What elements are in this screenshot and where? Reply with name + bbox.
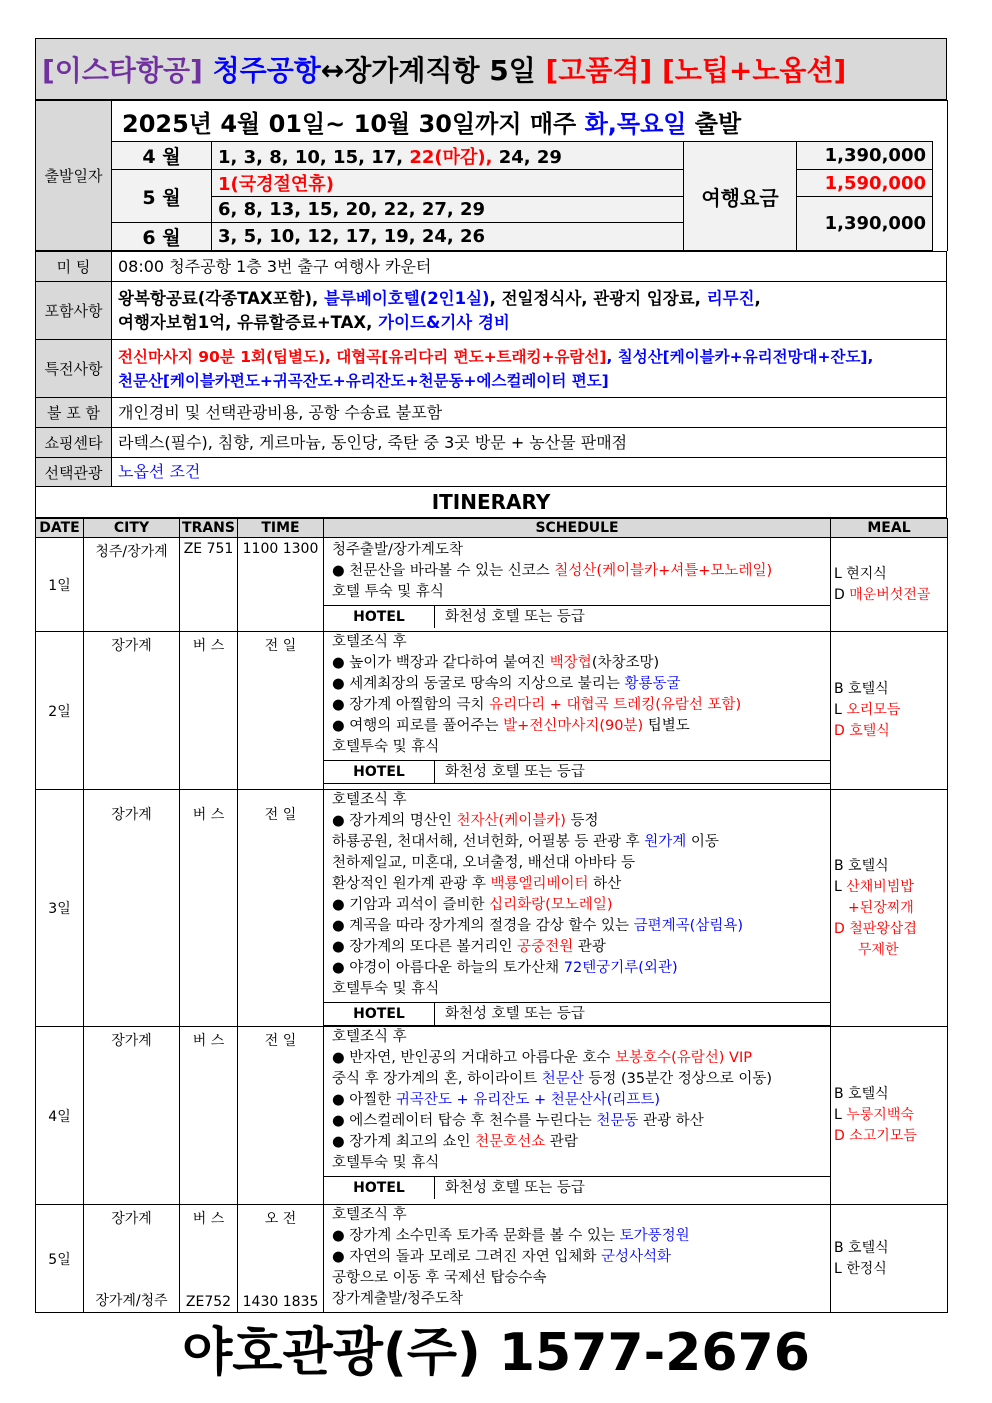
excluded-label: 불 포 함 [36, 398, 112, 428]
days-april: 1, 3, 8, 10, 15, 17, 22(마감), 24, 29 [212, 142, 684, 170]
benefits-text: 전신마사지 90분 1회(팁별도), 대협곡[유리다리 편도+트래킹+유람선], 칠성산[케이블카+유리전망대+잔도], 천문산[케이블카편도+귀곡잔도+유리잔도+천문동+에스컬레이터 편도] [112, 340, 947, 398]
month-june: 6 월 [112, 223, 212, 251]
meal-day1: L 현지식 D 매운버섯전골 [831, 538, 948, 632]
meal-day4: B 호텔식 L 누룽지백숙 D 소고기모듬 [831, 1027, 948, 1205]
day-row: 3일 장가계 버 스 전 일 호텔조식 후 ● 장가계의 명산인 천자산(케이블카) 등정 하룡공원, 천대서해, 선녀헌화, 어필봉 등 관광 후 원가계 이동 천하제일교, 미혼대, 오녀출정, 배선대 아바타 등 환상적인 원가계 관광 후 백룡엘리베이터 하산 ● 기암과 괴석이 즐비한 십리화랑(모노레일) ● 계곡을 따라 장가계의 절경을 감상 할수 있는 금편계곡(삼림욕) ● 장가계의 또다른 볼거리인 공중전원 관광 ● 야경이 아름다운 하늘의 토가산채 72텐궁기루(외관) 호텔투숙 및 휴식 HOTEL 화천성 호텔 또는 등급 B 호텔식 L 산채비빔밥 +된장찌개 D 철판왕삽겹 무제한 [36, 790, 948, 1027]
schedule-day5: 호텔조식 후 ● 장가계 소수민족 토가족 문화를 볼 수 있는 토가풍정원 ● 자연의 돌과 모레로 그려진 자연 입체화 군성사석화 공항으로 이동 후 국제선 탑승수속 장가계출발/청주도착 [324, 1205, 831, 1313]
departure-headline: 2025년 4월 01일~ 10월 30일까지 매주 화,목요일 출발 [112, 101, 948, 142]
info-table [35, 251, 947, 518]
itinerary-heading: ITINERARY [36, 487, 947, 518]
days-may: 6, 8, 13, 15, 20, 22, 27, 29 [212, 197, 684, 223]
optional-label: 선택관광 [36, 458, 112, 487]
day-row: 4일 장가계 버 스 전 일 호텔조식 후 ● 반자연, 반인공의 거대하고 아름다운 호수 보봉호수(유람선) VIP 중식 후 장가계의 혼, 하이라이트 천문산 등정 (35분간 정상으로 이동) ● 아찔한 귀곡잔도 + 유리잔도 + 천문산사(리프트) ● 에스컬레이터 탑승 후 천수를 누린다는 천문동 관광 하산 ● 장가계 최고의 쇼인 천문호선쇼 관람 호텔투숙 및 휴식 HOTEL 화천성 호텔 또는 등급 B 호텔식 L 누룽지백숙 D 소고기모듬 [36, 1027, 948, 1205]
schedule-day1: 청주출발/장가계도착 ● 천문산을 바라볼 수 있는 신코스 칠성산(케이블카+셔틀+모노레일) 호텔 투숙 및 휴식 HOTEL 화천성 호텔 또는 등급 [324, 538, 831, 632]
title-tags: [고품격] [노팁+노옵션] [545, 54, 847, 87]
days-june: 3, 5, 10, 12, 17, 19, 24, 26 [212, 223, 684, 251]
col-schedule: SCHEDULE [324, 519, 831, 538]
price-april: 1,390,000 [797, 142, 933, 170]
col-trans: TRANS [180, 519, 238, 538]
month-may: 5 월 [112, 170, 212, 223]
day-row: 2일 장가계 버 스 전 일 호텔조식 후 ● 높이가 백장과 같다하여 붙여진 백장협(차창조망) ● 세계최장의 동굴로 땅속의 지상으로 불리는 황룡동굴 ● 장가계 아찔함의 극치 유리다리 + 대협곡 트레킹(유람선 포함) ● 여행의 피로를 풀어주는 발+전신마사지(90분) 팁별도 호텔투숙 및 휴식 HOTEL 화천성 호텔 또는 등급 B 호텔식 L 오리모듬 D 호텔식 [36, 632, 948, 790]
shopping-label: 쇼핑센타 [36, 428, 112, 458]
price-may-holiday: 1,590,000 [797, 170, 933, 197]
col-meal: MEAL [831, 519, 948, 538]
schedule-day3: 호텔조식 후 ● 장가계의 명산인 천자산(케이블카) 등정 하룡공원, 천대서해, 선녀헌화, 어필봉 등 관광 후 원가계 이동 천하제일교, 미혼대, 오녀출정, 배선대 아바타 등 환상적인 원가계 관광 후 백룡엘리베이터 하산 ● 기암과 괴석이 즐비한 십리화랑(모노레일) ● 계곡을 따라 장가계의 절경을 감상 할수 있는 금편계곡(삼림욕) ● 장가계의 또다른 볼거리인 공중전원 관광 ● 야경이 아름다운 하늘의 토가산채 72텐궁기루(외관) 호텔투숙 및 휴식 HOTEL 화천성 호텔 또는 등급 [324, 790, 831, 1027]
fee-label: 여행요금 [684, 142, 797, 251]
departure-label: 출발일자 [36, 101, 112, 251]
col-time: TIME [238, 519, 324, 538]
meal-day2: B 호텔식 L 오리모듬 D 호텔식 [831, 632, 948, 790]
meal-day3: B 호텔식 L 산채비빔밥 +된장찌개 D 철판왕삽겹 무제한 [831, 790, 948, 1027]
agency-footer: 야호관광(주) 1577-2676 [182, 1323, 810, 1383]
title-table [35, 38, 947, 100]
schedule-day2: 호텔조식 후 ● 높이가 백장과 같다하여 붙여진 백장협(차창조망) ● 세계최장의 동굴로 땅속의 지상으로 불리는 황룡동굴 ● 장가계 아찔함의 극치 유리다리 + 대협곡 트레킹(유람선 포함) ● 여행의 피로를 풀어주는 발+전신마사지(90분) 팁별도 호텔투숙 및 휴식 HOTEL 화천성 호텔 또는 등급 [324, 632, 831, 790]
shopping-text: 라텍스(필수), 침향, 게르마늄, 동인당, 죽탄 중 3곳 방문 + 농산물 판매점 [112, 428, 947, 458]
title-origin: 청주공항 [212, 54, 321, 87]
meal-day5: B 호텔식 L 한정식 [831, 1205, 948, 1313]
optional-text: 노옵션 조건 [112, 458, 947, 487]
meeting-text: 08:00 청주공항 1층 3번 출구 여행사 카운터 [112, 252, 947, 282]
itinerary-sheet [35, 38, 947, 1313]
included-label: 포함사항 [36, 282, 112, 340]
schedule-day4: 호텔조식 후 ● 반자연, 반인공의 거대하고 아름다운 호수 보봉호수(유람선) VIP 중식 후 장가계의 혼, 하이라이트 천문산 등정 (35분간 정상으로 이동) ● 아찔한 귀곡잔도 + 유리잔도 + 천문산사(리프트) ● 에스컬레이터 탑승 후 천수를 누린다는 천문동 관광 하산 ● 장가계 최고의 쇼인 천문호선쇼 관람 호텔투숙 및 휴식 HOTEL 화천성 호텔 또는 등급 [324, 1027, 831, 1205]
included-text: 왕복항공료(각종TAX포함), 블루베이호텔(2인1실), 전일정식사, 관광지 입장료, 리무진, 여행자보험1억, 유류할증료+TAX, 가이드&기사 경비 [112, 282, 947, 340]
col-city: CITY [84, 519, 180, 538]
meeting-label: 미 팅 [36, 252, 112, 282]
title-airline: [이스타항공] [42, 54, 203, 87]
col-date: DATE [36, 519, 84, 538]
departure-table [35, 100, 948, 251]
price-may-june: 1,390,000 [797, 197, 933, 251]
title-route: ↔장가계직항 5일 [320, 54, 536, 87]
day-row: 1일 청주/장가계 ZE 751 1100 1300 청주출발/장가계도착 ● 천문산을 바라볼 수 있는 신코스 칠성산(케이블카+셔틀+모노레일) 호텔 투숙 및 휴식 HOTEL 화천성 호텔 또는 등급 L 현지식 D 매운버섯전골 [36, 538, 948, 632]
benefits-label: 특전사항 [36, 340, 112, 398]
itinerary-table [35, 518, 948, 1313]
page-title [36, 39, 947, 100]
excluded-text: 개인경비 및 선택관광비용, 공항 수송료 불포함 [112, 398, 947, 428]
day-row: 5일 장가계 장가계/청주 버 스 ZE752 오 전 1430 1835 호텔조식 후 ● 장가계 소수민족 토가족 문화를 볼 수 있는 토가풍정원 ● 자연의 돌과 모레로 그려진 자연 입체화 군성사석화 공항으로 이동 후 국제선 탑승수속 장가계출발/청주도착 B 호텔식 L 한정식 [36, 1205, 948, 1313]
month-april: 4 월 [112, 142, 212, 170]
days-may-holiday: 1(국경절연휴) [212, 170, 684, 197]
